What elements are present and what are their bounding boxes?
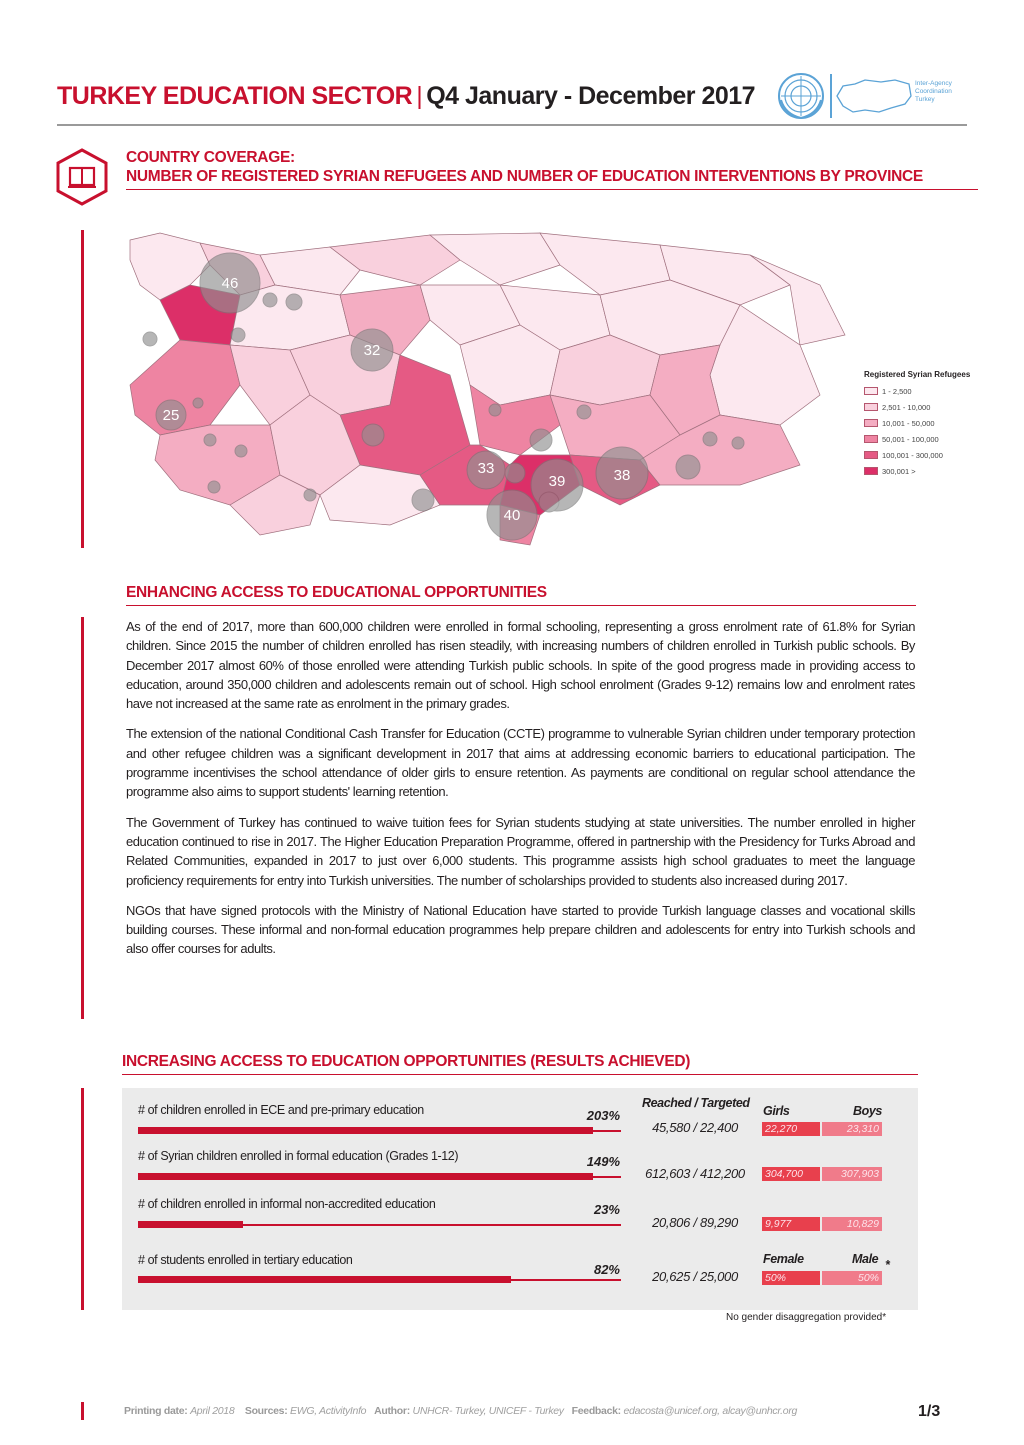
footer-accent-bar [81,1402,84,1420]
legend-item: 50,001 - 100,000 [864,431,984,447]
legend-swatch [864,435,878,443]
intervention-bubble [204,434,216,446]
col-female: Female [763,1252,804,1266]
un-emblem-icon [775,70,827,122]
indicator-label: # of children enrolled in informal non-accredited education [138,1197,436,1211]
reached-targeted: 20,806 / 89,290 [652,1215,738,1230]
intervention-bubble [676,455,700,479]
bubble-label: 25 [162,407,180,424]
intervention-bubble [577,405,591,419]
footer-feedback-label: Feedback: [571,1405,621,1417]
indicator-label: # of students enrolled in tertiary education [138,1253,353,1267]
intervention-bubble [732,437,744,449]
reached-targeted: 20,625 / 25,000 [652,1269,738,1284]
page-header [57,70,967,126]
map-legend [864,370,984,479]
progress-fill [138,1173,593,1180]
indicator-percent: 82% [593,1262,620,1277]
footer-sources-label: Sources: [244,1405,288,1417]
girls-value: 9,977 [762,1217,820,1231]
enhancing-body [126,617,915,970]
col-male: Male [852,1252,879,1266]
legend-title: Registered Syrian Refugees [864,370,971,379]
bubble-label: 38 [613,467,631,484]
footer-info [124,1405,797,1417]
intervention-bubble [703,432,717,446]
footer-sources-value: EWG, ActivityInfo [290,1405,367,1417]
legend-item: 100,001 - 300,000 [864,447,984,463]
results-heading: INCREASING ACCESS TO EDUCATION OPPORTUNITIES (RESULTS ACHIEVED) [122,1053,918,1075]
indicator-percent: 149% [586,1154,620,1169]
boys-value: 10,829 [822,1217,882,1231]
bubble-label: 33 [477,460,495,477]
indicator-label: # of children enrolled in ECE and pre-primary education [138,1103,424,1117]
turkey-outline-icon [835,74,913,118]
legend-swatch [864,403,878,411]
page-title [57,82,755,111]
intervention-bubble [304,489,316,501]
bubble-label: 40 [503,507,521,524]
intervention-bubble [143,332,157,346]
indicator-percent: 23% [593,1202,620,1217]
legend-item: 10,001 - 50,000 [864,415,984,431]
paragraph: As of the end of 2017, more than 600,000 children were enrolled in formal schooling, representing a gross enrolment rate of 61.8% for Syrian children. Since 2015 the number of children enrolled has risen steadily, with increasing numbers of children enrolled in Turkish public schools. By December 2017 almost 60% of those enrolled were attending Turkish public schools. In spite of the good progress made in providing access to education, around 350,000 children and adolescents remain out of school. High school enrolment (Grades 9-12) remains low and enrolment rates have not increased at the same rate as enrolment in the primary grades. [126,619,915,712]
book-icon [55,147,109,207]
legend-swatch [864,387,878,395]
footer-printing-label: Printing date: [124,1405,188,1417]
legend-item: 2,501 - 10,000 [864,399,984,415]
iac-logo-text: Inter-Agency Coordination Turkey [915,80,952,103]
col-reached-targeted: Reached / Targeted [642,1096,750,1110]
progress-fill [138,1221,243,1228]
title-period: Q4 January - December 2017 [426,82,756,110]
bubble-label: 46 [221,275,239,292]
footer-feedback-value[interactable]: edacosta@unicef.org, alcay@unhcr.org [623,1405,798,1417]
intervention-bubble [231,328,245,342]
intervention-bubble [208,481,220,493]
intervention-bubble [193,398,203,408]
intervention-bubble [539,492,559,512]
legend-swatch [864,467,878,475]
bubble-label: 32 [363,342,381,359]
legend-item: 1 - 2,500 [864,383,984,399]
female-value: 50% [762,1271,820,1285]
paragraph: The Government of Turkey has continued to waive tuition fees for Syrian students studying at state universities. The number enrolled in higher education continued to rise in 2017. The Higher Education Preparation Programme, offered in partnership with the Presidency for Turks Abroad and Related Communities, expanded in 2017 to just over 6,000 students. This programme assists high school graduates to meet the language proficiency requirements for entry into Turkish universities. The number of scholarships provided to students also increased during 2017. [126,814,915,888]
footer-author-label: Author: [374,1405,410,1417]
coverage-heading-line1: COUNTRY COVERAGE: [126,149,295,166]
intervention-bubble [362,424,384,446]
girls-value: 22,270 [762,1122,820,1136]
gender-note: No gender disaggregation provided* [726,1312,887,1323]
logo-divider [830,74,832,118]
title-separator: | [416,82,423,110]
col-boys: Boys [853,1104,882,1118]
intervention-bubble [489,404,501,416]
indicator-percent: 203% [586,1108,620,1123]
legend-swatch [864,451,878,459]
title-sector: TURKEY EDUCATION SECTOR [57,82,413,110]
coverage-heading [126,148,978,190]
boys-value: 23,310 [822,1122,882,1136]
legend-item: 300,001 > [864,463,984,479]
asterisk-mark: * [885,1258,890,1272]
male-value: 50% [822,1271,882,1285]
indicator-label: # of Syrian children enrolled in formal education (Grades 1-12) [138,1149,459,1163]
intervention-bubble [412,489,434,511]
results-panel [122,1088,918,1310]
bubble-label: 39 [548,473,566,490]
section-accent-bar [81,230,84,548]
footer-printing-value: April 2018 [190,1405,235,1417]
intervention-bubble [235,445,247,457]
turkey-province-map [100,225,860,555]
coverage-heading-line2: NUMBER OF REGISTERED SYRIAN REFUGEES AND NUMBER OF EDUCATION INTERVENTIONS BY PROVINCE [126,168,923,185]
progress-fill [138,1276,511,1283]
page-number: 1/3 [918,1403,941,1420]
section-accent-bar [81,617,84,1019]
col-girls: Girls [763,1104,790,1118]
paragraph: NGOs that have signed protocols with the Ministry of National Education have started to provide Turkish language classes and vocational skills building courses. These informal and non-formal education programmes help prepare children and adolescents for entry into Turkish schools and also offer courses for adults. [126,902,915,957]
girls-value: 304,700 [762,1167,820,1181]
intervention-bubble [263,293,277,307]
progress-fill [138,1127,593,1134]
intervention-bubble [505,463,525,483]
legend-swatch [864,419,878,427]
section-accent-bar [81,1088,84,1310]
boys-value: 307,903 [822,1167,882,1181]
reached-targeted: 45,580 / 22,400 [652,1120,738,1135]
reached-targeted: 612,603 / 412,200 [645,1166,745,1181]
paragraph: The extension of the national Conditional Cash Transfer for Education (CCTE) programme to vulnerable Syrian children under temporary protection and other refugee children was a significant development in 2017 that aims at addressing economic barriers to educational participation. The programme incentivises the school attendance of older girls to ensure retention. As payments are conditional on regular school attendance the programme also aims to support students' learning retention. [126,726,915,800]
intervention-bubble [286,294,302,310]
enhancing-heading: ENHANCING ACCESS TO EDUCATIONAL OPPORTUNITIES [126,584,916,606]
intervention-bubble [530,429,552,451]
footer-author-value: UNHCR- Turkey, UNICEF - Turkey [412,1405,564,1417]
